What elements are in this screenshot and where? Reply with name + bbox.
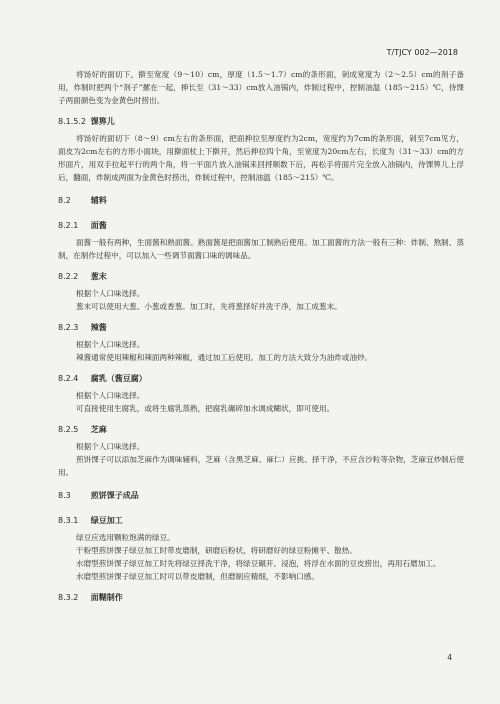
paragraph: 根据个人口味选择。 (76, 391, 145, 400)
document-body (58, 68, 464, 608)
section-title: 芝麻 (90, 425, 107, 434)
section-number: 8.2.1 (58, 221, 79, 230)
section-title: 绿豆加工 (90, 516, 123, 525)
section-number: 8.3.2 (58, 593, 79, 602)
section-title: 葱末 (90, 272, 107, 281)
section-heading (58, 270, 464, 283)
section-heading (58, 489, 464, 502)
section-number: 8.2.3 (58, 323, 79, 332)
paragraph: 根据个人口味选择。 (76, 289, 145, 298)
section-title: 辅料 (90, 196, 107, 205)
paragraph: 面酱一般有两种，生面酱和熟面酱。熟面酱是把面酱加工制熟后使用。加工面酱的方法一般有三种：炸制、熬制、蒸制，在制作过程中，可以加入一些调节面酱口味的调味品。 (58, 238, 464, 260)
section-number: 8.2.4 (58, 374, 79, 383)
page-number: 4 (447, 653, 452, 662)
section-heading (58, 194, 464, 207)
section-heading (58, 115, 464, 128)
section-title: 面糊制作 (90, 593, 123, 602)
section-number: 8.2.5 (58, 425, 79, 434)
document-code: T/TJCY 002—2018 (386, 48, 458, 57)
section-heading (58, 423, 464, 436)
section-title: 馃箅儿 (90, 117, 115, 126)
paragraph: 可直接使用生腐乳，或将生腐乳蒸熟，把腐乳碾碎加水调成糊状，即可使用。 (76, 404, 335, 413)
paragraph: 将饧好的面切下，擀至宽度（9～10）cm，厚度（1.5～1.7）cm的条形面，剁成宽度为（2～2.5）cm的剂子备用，炸制时把两个“剂子”摞在一起，抻长至（31～33）cm放入油锅内，炸制过程中，控制油温（185～215）℃，待馃子两面颜色变为金黄色时捞出。 (58, 70, 464, 105)
section-heading (58, 321, 464, 334)
paragraph: 水磨型煎饼馃子绿豆加工时先将绿豆择洗干净，将绿豆碾开、浸泡，将浮在水面的豆皮捞出，再用石磨加工。 (76, 559, 441, 568)
paragraph: 绿豆应选用颗粒饱满的绿豆。 (76, 533, 175, 542)
section-number: 8.3 (58, 491, 71, 500)
section-title: 面酱 (90, 221, 107, 230)
paragraph: 将饧好的面切下（8～9）cm左右的条形面，把面抻拉至厚度约为2cm，宽度约为7cm的条形面，剁至7cm见方，面皮为2cm左右的方形小面块，用擀面杖上下擀开，然后抻拉四个角，至宽度为20cm左右，长度为（31～33）cm的方形面片，用双手拉起平行的两个角，将一平面片放入油锅来回捋顺数下后，再松手将面片完全放入油锅内，待馃箅儿上浮后，翻面，炸制成两面为金黄色时捞出，炸制过程中，控制油温（185～215）℃。 (58, 134, 464, 182)
section-number: 8.1.5.2 (58, 117, 86, 126)
paragraph: 干粉型煎饼馃子绿豆加工时带皮磨制，研磨后粉状，将研磨好的绿豆粉摊平、散热。 (76, 546, 357, 555)
section-title: 辣酱 (90, 323, 107, 332)
section-number: 8.3.1 (58, 516, 79, 525)
paragraph: 根据个人口味选择。 (76, 340, 145, 349)
paragraph: 葱末可以使用大葱、小葱或香葱。加工时，先将葱择好并洗干净，加工成葱末。 (76, 302, 342, 311)
section-heading (58, 372, 464, 385)
section-number: 8.2 (58, 196, 71, 205)
section-title: 煎饼馃子成品 (90, 491, 139, 500)
section-heading (58, 591, 464, 604)
paragraph: 水磨型煎饼馃子绿豆加工时可以带皮磨制，但磨制应精细，不影响口感。 (76, 572, 319, 581)
section-number: 8.2.2 (58, 272, 79, 281)
paragraph: 根据个人口味选择。 (76, 442, 145, 451)
section-title: 腐乳（酱豆腐） (90, 374, 147, 383)
paragraph: 辣酱通常使用辣椒和辣面两种辣椒，通过加工后使用。加工的方法大致分为油炸或油炒。 (76, 353, 373, 362)
section-heading (58, 514, 464, 527)
section-heading (58, 219, 464, 232)
paragraph: 煎饼馃子可以添加芝麻作为调味辅料，芝麻（含黑芝麻、麻仁）应挑、择干净，不应含沙粒等杂物，芝麻宜炒制后使用。 (58, 455, 464, 477)
